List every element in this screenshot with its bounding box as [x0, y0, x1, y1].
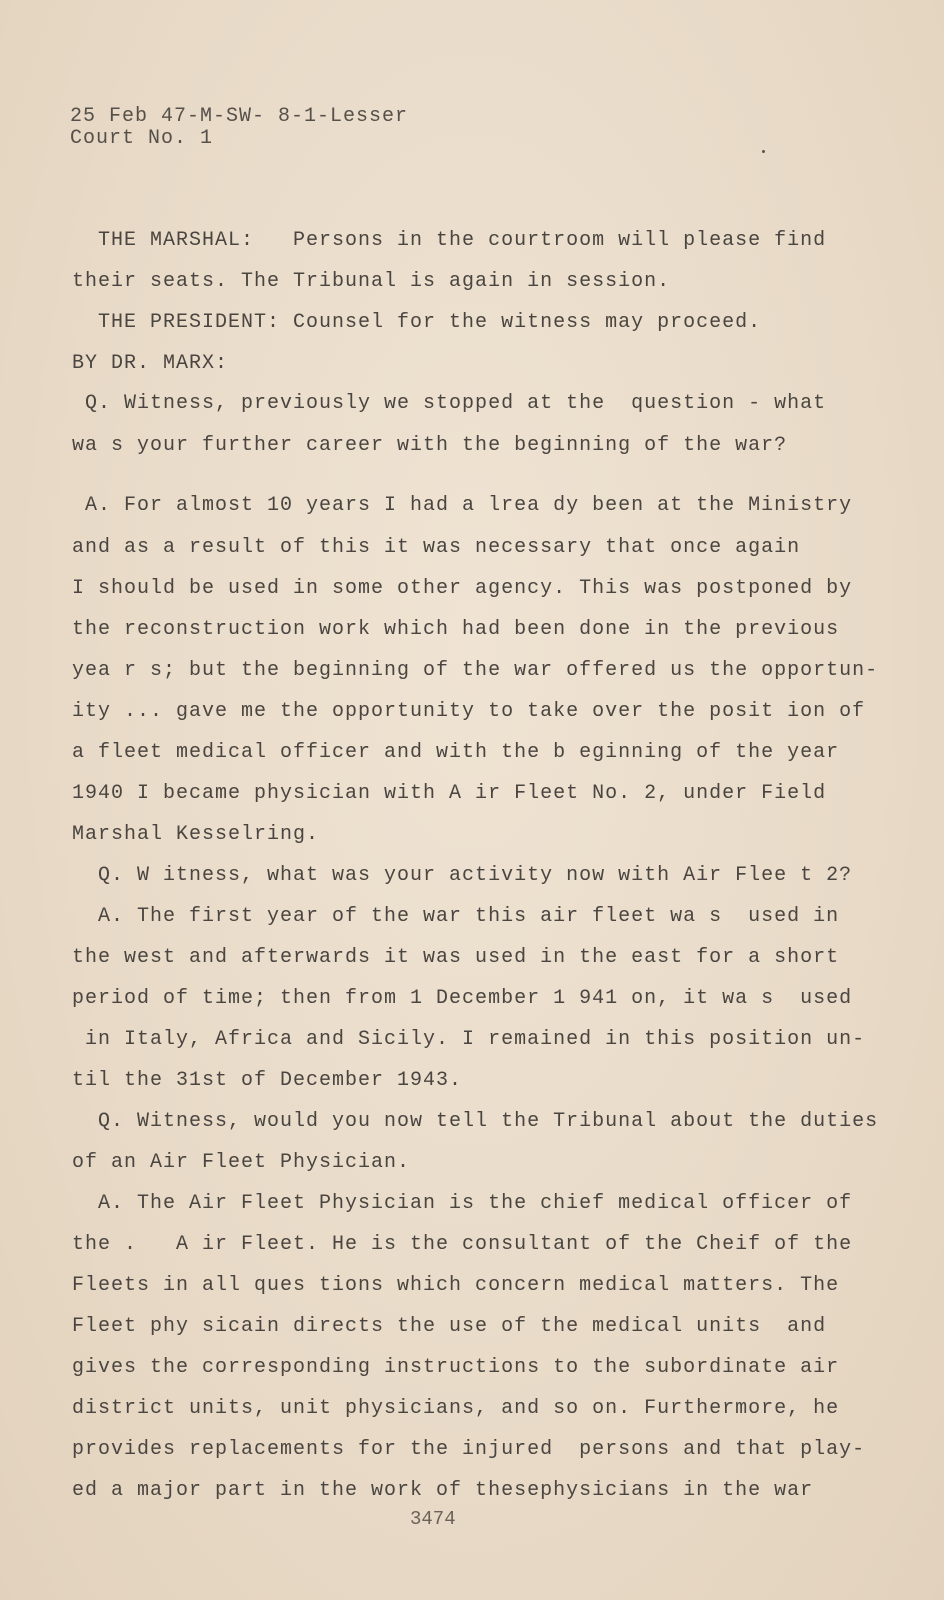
- transcript-line: THE PRESIDENT: Counsel for the witness may proceed.: [72, 311, 762, 334]
- ink-speck: [762, 150, 765, 153]
- transcript-line: I should be used in some other agency. This was postponed by: [72, 577, 853, 600]
- transcript-line: BY DR. MARX:: [72, 352, 229, 375]
- transcript-line: Fleets in all ques tions which concern medical matters. The: [72, 1274, 840, 1297]
- transcript-line: Marshal Kesselring.: [72, 823, 320, 846]
- transcript-line: ity ... gave me the opportunity to take over the posit ion of: [72, 700, 866, 723]
- transcript-line: Fleet phy sicain directs the use of the medical units and: [72, 1315, 827, 1338]
- transcript-line: gives the corresponding instructions to the subordinate air: [72, 1356, 840, 1379]
- transcript-line: til the 31st of December 1943.: [72, 1069, 463, 1092]
- transcript-line: A. The first year of the war this air fleet wa s used in: [72, 905, 840, 928]
- transcript-line: of an Air Fleet Physician.: [72, 1151, 411, 1174]
- transcript-line: a fleet medical officer and with the b eginning of the year: [72, 741, 840, 764]
- transcript-line: yea r s; but the beginning of the war offered us the opportun-: [72, 659, 879, 682]
- transcript-line: ed a major part in the work of thesephysicians in the war: [72, 1479, 814, 1502]
- document-header: [70, 106, 408, 150]
- transcript-line: district units, unit physicians, and so on. Furthermore, he: [72, 1397, 840, 1420]
- transcript-line: THE MARSHAL: Persons in the courtroom will please find: [72, 229, 827, 252]
- transcript-line: Q. Witness, previously we stopped at the question - what: [72, 392, 827, 415]
- transcript-line: A. The Air Fleet Physician is the chief medical officer of: [72, 1192, 853, 1215]
- transcript-line: Q. W itness, what was your activity now with Air Flee t 2?: [72, 864, 853, 887]
- transcript-line: the . A ir Fleet. He is the consultant of the Cheif of the: [72, 1233, 853, 1256]
- transcript-line: the west and afterwards it was used in the east for a short: [72, 946, 840, 969]
- transcript-line: provides replacements for the injured persons and that play-: [72, 1438, 866, 1461]
- transcript-line: the reconstruction work which had been done in the previous: [72, 618, 840, 641]
- transcript-line: their seats. The Tribunal is again in session.: [72, 270, 671, 293]
- transcript-line: and as a result of this it was necessary that once again: [72, 536, 801, 559]
- transcript-line: in Italy, Africa and Sicily. I remained in this position un-: [72, 1028, 866, 1051]
- header-court: Court No. 1: [70, 127, 214, 150]
- header-reference: 25 Feb 47-M-SW- 8-1-Lesser: [70, 105, 409, 128]
- transcript-line: Q. Witness, would you now tell the Tribunal about the duties: [72, 1110, 879, 1133]
- transcript-line: period of time; then from 1 December 1 941 on, it wa s used: [72, 987, 853, 1010]
- transcript-line: A. For almost 10 years I had a lrea dy been at the Ministry: [72, 494, 853, 517]
- transcript-line: 1940 I became physician with A ir Fleet No. 2, under Field: [72, 782, 827, 805]
- page-number: 3474: [410, 1508, 456, 1530]
- transcript-line: wa s your further career with the beginning of the war?: [72, 434, 788, 457]
